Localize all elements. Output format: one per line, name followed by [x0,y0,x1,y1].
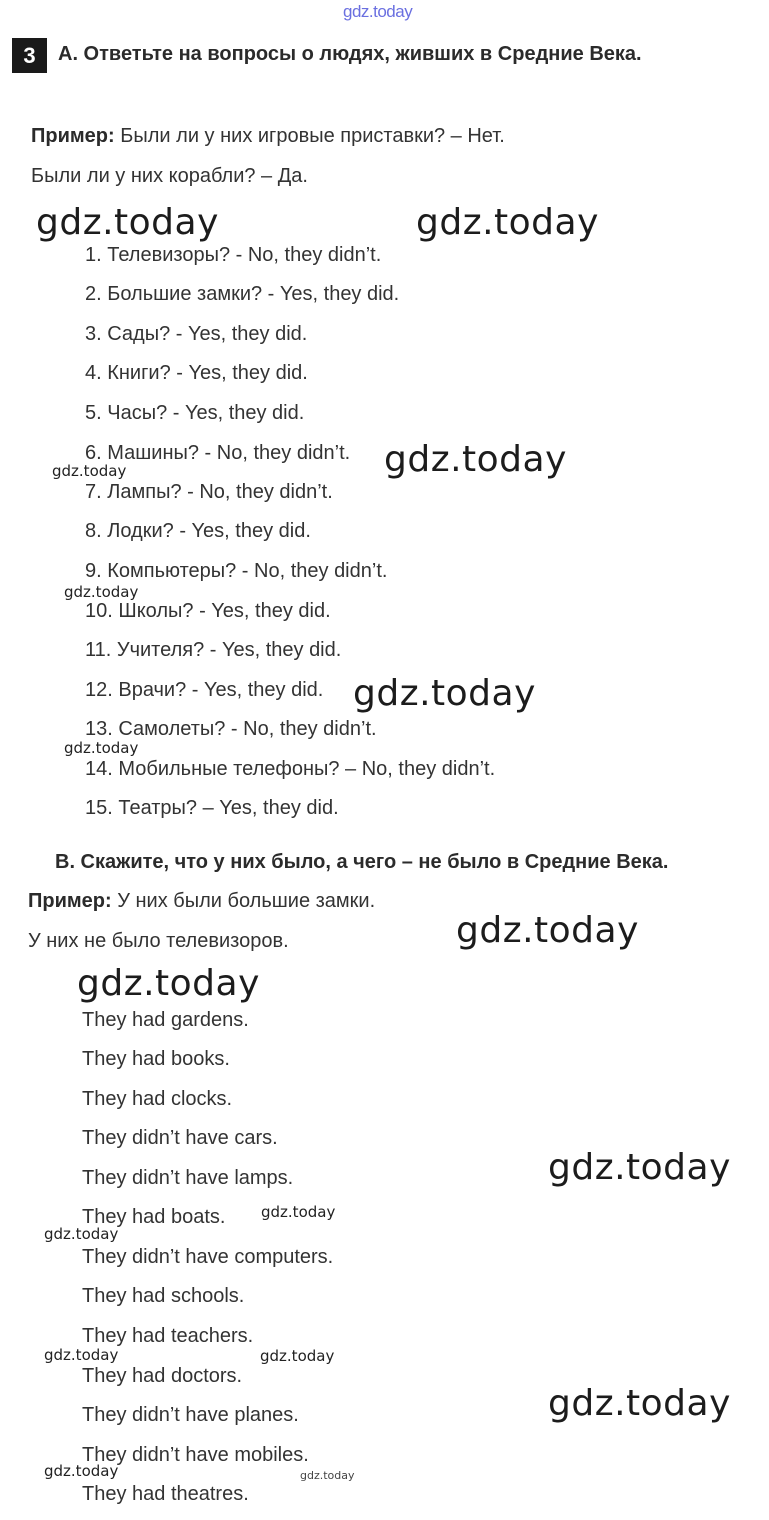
exercise-number-badge: 3 [12,38,47,73]
answer-item: 6. Машины? - No, they didn’t. [85,442,351,464]
example-text: Были ли у них игровые приставки? – Нет. [120,125,505,147]
watermark: gdz.today [260,1347,335,1365]
answer-item: 15. Театры? – Yes, they did. [85,797,339,819]
watermark: gdz.today [64,583,139,601]
answer-item: 10. Школы? - Yes, they did. [85,600,331,622]
watermark: gdz.today [548,1147,731,1188]
answer-item: 5. Часы? - Yes, they did. [85,402,305,424]
answer-item: 4. Книги? - Yes, they did. [85,362,308,384]
answer-item: They had theatres. [82,1483,249,1505]
answer-item: They didn’t have planes. [82,1404,299,1426]
answer-item: 1. Телевизоры? - No, they didn’t. [85,244,382,266]
answer-item: They had gardens. [82,1009,249,1031]
answer-item: 3. Сады? - Yes, they did. [85,323,308,345]
example-line-2: У них не было телевизоров. [28,930,289,952]
example-label: Пример: [28,890,112,912]
example-label: Пример: [31,125,115,147]
watermark: gdz.today [44,1462,119,1480]
watermark: gdz.today [36,202,219,243]
watermark: gdz.today [44,1346,119,1364]
answer-item: 9. Компьютеры? - No, they didn’t. [85,560,388,582]
answer-item: 12. Врачи? - Yes, they did. [85,679,324,701]
watermark: gdz.today [77,963,260,1004]
answer-item: 14. Мобильные телефоны? – No, they didn’t. [85,758,496,780]
example-text: У них были большие замки. [117,890,376,912]
answer-item: They didn’t have mobiles. [82,1444,309,1466]
watermark: gdz.today [300,1469,355,1482]
answer-item: 11. Учителя? - Yes, they did. [85,639,342,661]
answer-item: 13. Самолеты? - No, they didn’t. [85,718,377,740]
answer-item: They had teachers. [82,1325,254,1347]
example-line [28,890,375,913]
answer-item: 7. Лампы? - No, they didn’t. [85,481,333,503]
watermark: gdz.today [384,439,567,480]
exercise-title: А. Ответьте на вопросы о людях, живших в Средние Века. [58,43,642,65]
answer-item: They had clocks. [82,1088,233,1110]
watermark: gdz.today [353,673,536,714]
watermark: gdz.today [416,202,599,243]
watermark: gdz.today [261,1203,336,1221]
answer-item: They had doctors. [82,1365,243,1387]
answer-item: They didn’t have cars. [82,1127,278,1149]
answer-item: They had schools. [82,1285,245,1307]
answer-item: They had books. [82,1048,230,1070]
example-line [31,125,505,148]
answer-item: 8. Лодки? - Yes, they did. [85,520,311,542]
watermark: gdz.today [548,1383,731,1424]
example-line-2: Были ли у них корабли? – Да. [31,165,308,187]
watermark: gdz.today [456,910,639,951]
answer-item: They didn’t have lamps. [82,1167,294,1189]
answer-item: They didn’t have computers. [82,1246,334,1268]
watermark: gdz.today [343,2,413,21]
watermark: gdz.today [44,1225,119,1243]
part-b-title: В. Скажите, что у них было, а чего – не было в Средние Века. [55,851,669,873]
answer-item: 2. Большие замки? - Yes, they did. [85,283,400,305]
watermark: gdz.today [52,462,127,480]
watermark: gdz.today [64,739,139,757]
answer-item: They had boats. [82,1206,226,1228]
